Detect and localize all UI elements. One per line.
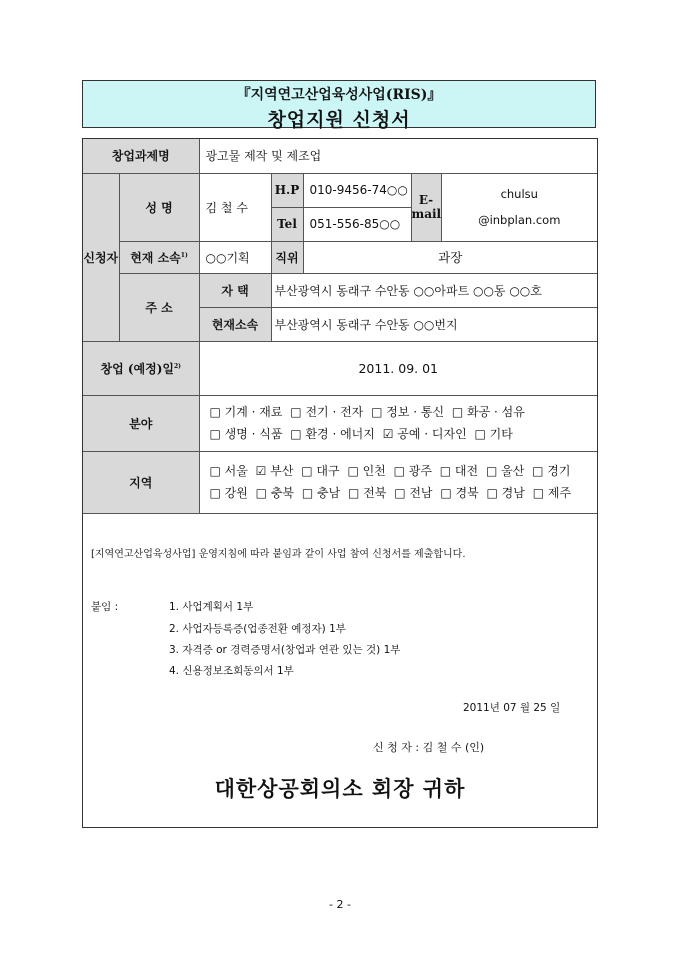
date-row xyxy=(83,341,597,395)
attachment-item: 2. 사업자등록증(업종전환 예정자) 1부 xyxy=(169,623,346,635)
region-option[interactable]: □ 강원 xyxy=(209,486,248,500)
address-label: 주 소 xyxy=(119,273,199,341)
field-option[interactable]: □ 기계 · 재료 xyxy=(209,405,283,419)
field-option[interactable]: ☑ 공예 · 디자인 xyxy=(382,427,467,441)
affiliation-value: ○○기획 xyxy=(199,241,271,273)
email-line-2: @inbplan.com xyxy=(478,213,561,227)
region-option[interactable]: □ 충남 xyxy=(301,486,341,500)
startup-date-value: 2011. 09. 01 xyxy=(199,341,597,395)
region-option[interactable]: □ 경북 xyxy=(440,486,479,500)
region-option[interactable]: □ 광주 xyxy=(393,464,432,478)
affiliation-row xyxy=(83,241,597,273)
position-label: 직위 xyxy=(271,241,303,273)
name-value: 김 철 수 xyxy=(199,173,271,241)
region-option[interactable]: □ 충북 xyxy=(255,486,295,500)
email-line-1: chulsu xyxy=(500,187,538,201)
region-option[interactable]: □ 인천 xyxy=(347,464,386,478)
tel-label: Tel xyxy=(271,207,303,241)
name-label: 성 명 xyxy=(119,173,199,241)
region-option[interactable]: □ 제주 xyxy=(532,486,572,500)
application-date: 2011년 07 월 25 일 xyxy=(463,702,561,714)
field-row xyxy=(83,395,597,451)
region-option[interactable]: □ 전북 xyxy=(348,486,387,500)
region-row xyxy=(83,451,597,513)
applicant-label: 신청자 xyxy=(83,173,119,341)
email-value xyxy=(441,173,597,241)
biz-name-row xyxy=(83,139,597,173)
name-row xyxy=(83,173,597,207)
region-options-line-1 xyxy=(210,460,598,482)
region-options-line-2 xyxy=(210,482,598,504)
field-options-line-2 xyxy=(210,423,598,445)
tel-value: 051-556-85○○ xyxy=(303,207,411,241)
region-label: 지역 xyxy=(83,451,199,513)
current-affil-label: 현재소속 xyxy=(199,307,271,341)
submission-statement: [지역연고산업육성사업] 운영지침에 따라 붙임과 같이 사업 참여 신청서를 제출합니다. xyxy=(91,549,466,560)
field-option[interactable]: □ 정보 · 통신 xyxy=(371,405,445,419)
startup-date-label: 창업 (예정)일$^{2)}$ xyxy=(83,341,199,395)
hp-label: H.P xyxy=(271,173,303,207)
attachments-label: 붙임 : xyxy=(91,601,119,613)
application-form xyxy=(82,138,598,828)
page-number: - 2 - xyxy=(329,898,351,911)
field-option[interactable]: □ 환경 · 에너지 xyxy=(290,427,375,441)
region-option[interactable]: □ 전남 xyxy=(394,486,433,500)
field-option[interactable]: □ 화공 · 섬유 xyxy=(451,405,525,419)
region-options xyxy=(199,451,597,513)
region-option[interactable]: □ 대전 xyxy=(439,464,479,478)
recipient: 대한상공회의소 회장 귀하 xyxy=(214,776,466,801)
biz-name-label: 창업과제명 xyxy=(83,139,199,173)
region-option[interactable]: □ 경남 xyxy=(486,486,525,500)
program-title: 『지역연고산업육성사업(RIS)』 xyxy=(236,87,442,103)
attachment-item: 1. 사업계획서 1부 xyxy=(169,601,254,613)
region-option[interactable]: □ 서울 xyxy=(209,464,248,478)
region-option[interactable]: □ 경기 xyxy=(532,464,571,478)
form-title: 창업지원 신청서 xyxy=(267,109,411,131)
attachment-item: 3. 자격증 or 경력증명서(창업과 연관 있는 것) 1부 xyxy=(169,644,401,656)
form-title-box xyxy=(82,80,596,131)
field-label: 분야 xyxy=(83,395,199,451)
field-option[interactable]: □ 기타 xyxy=(474,427,513,441)
field-option[interactable]: □ 전기 · 전자 xyxy=(290,405,364,419)
region-option[interactable]: □ 울산 xyxy=(485,464,525,478)
region-option[interactable]: □ 대구 xyxy=(301,464,340,478)
affiliation-label: 현재 소속$^{1)}$ xyxy=(119,241,199,273)
current-address-value: 부산광역시 동래구 수안동 ○○번지 xyxy=(271,307,597,341)
biz-name-value: 광고물 제작 및 제조업 xyxy=(199,139,597,173)
hp-value: 010-9456-74○○ xyxy=(303,173,411,207)
field-option[interactable]: □ 생명 · 식품 xyxy=(209,427,283,441)
home-address-value: 부산광역시 동래구 수안동 ○○아파트 ○○동 ○○호 xyxy=(271,273,597,307)
region-option[interactable]: ☑ 부산 xyxy=(255,464,294,478)
home-label: 자 택 xyxy=(199,273,271,307)
field-options-line-1 xyxy=(210,401,598,423)
email-label: E-mail xyxy=(411,173,441,241)
application-table xyxy=(83,139,597,514)
home-address-row xyxy=(83,273,597,307)
attachment-item: 4. 신용정보조회동의서 1부 xyxy=(169,665,294,677)
position-value: 과장 xyxy=(303,241,597,273)
field-options xyxy=(199,395,597,451)
signer: 신 청 자 : 김 철 수 (인) xyxy=(373,741,485,754)
